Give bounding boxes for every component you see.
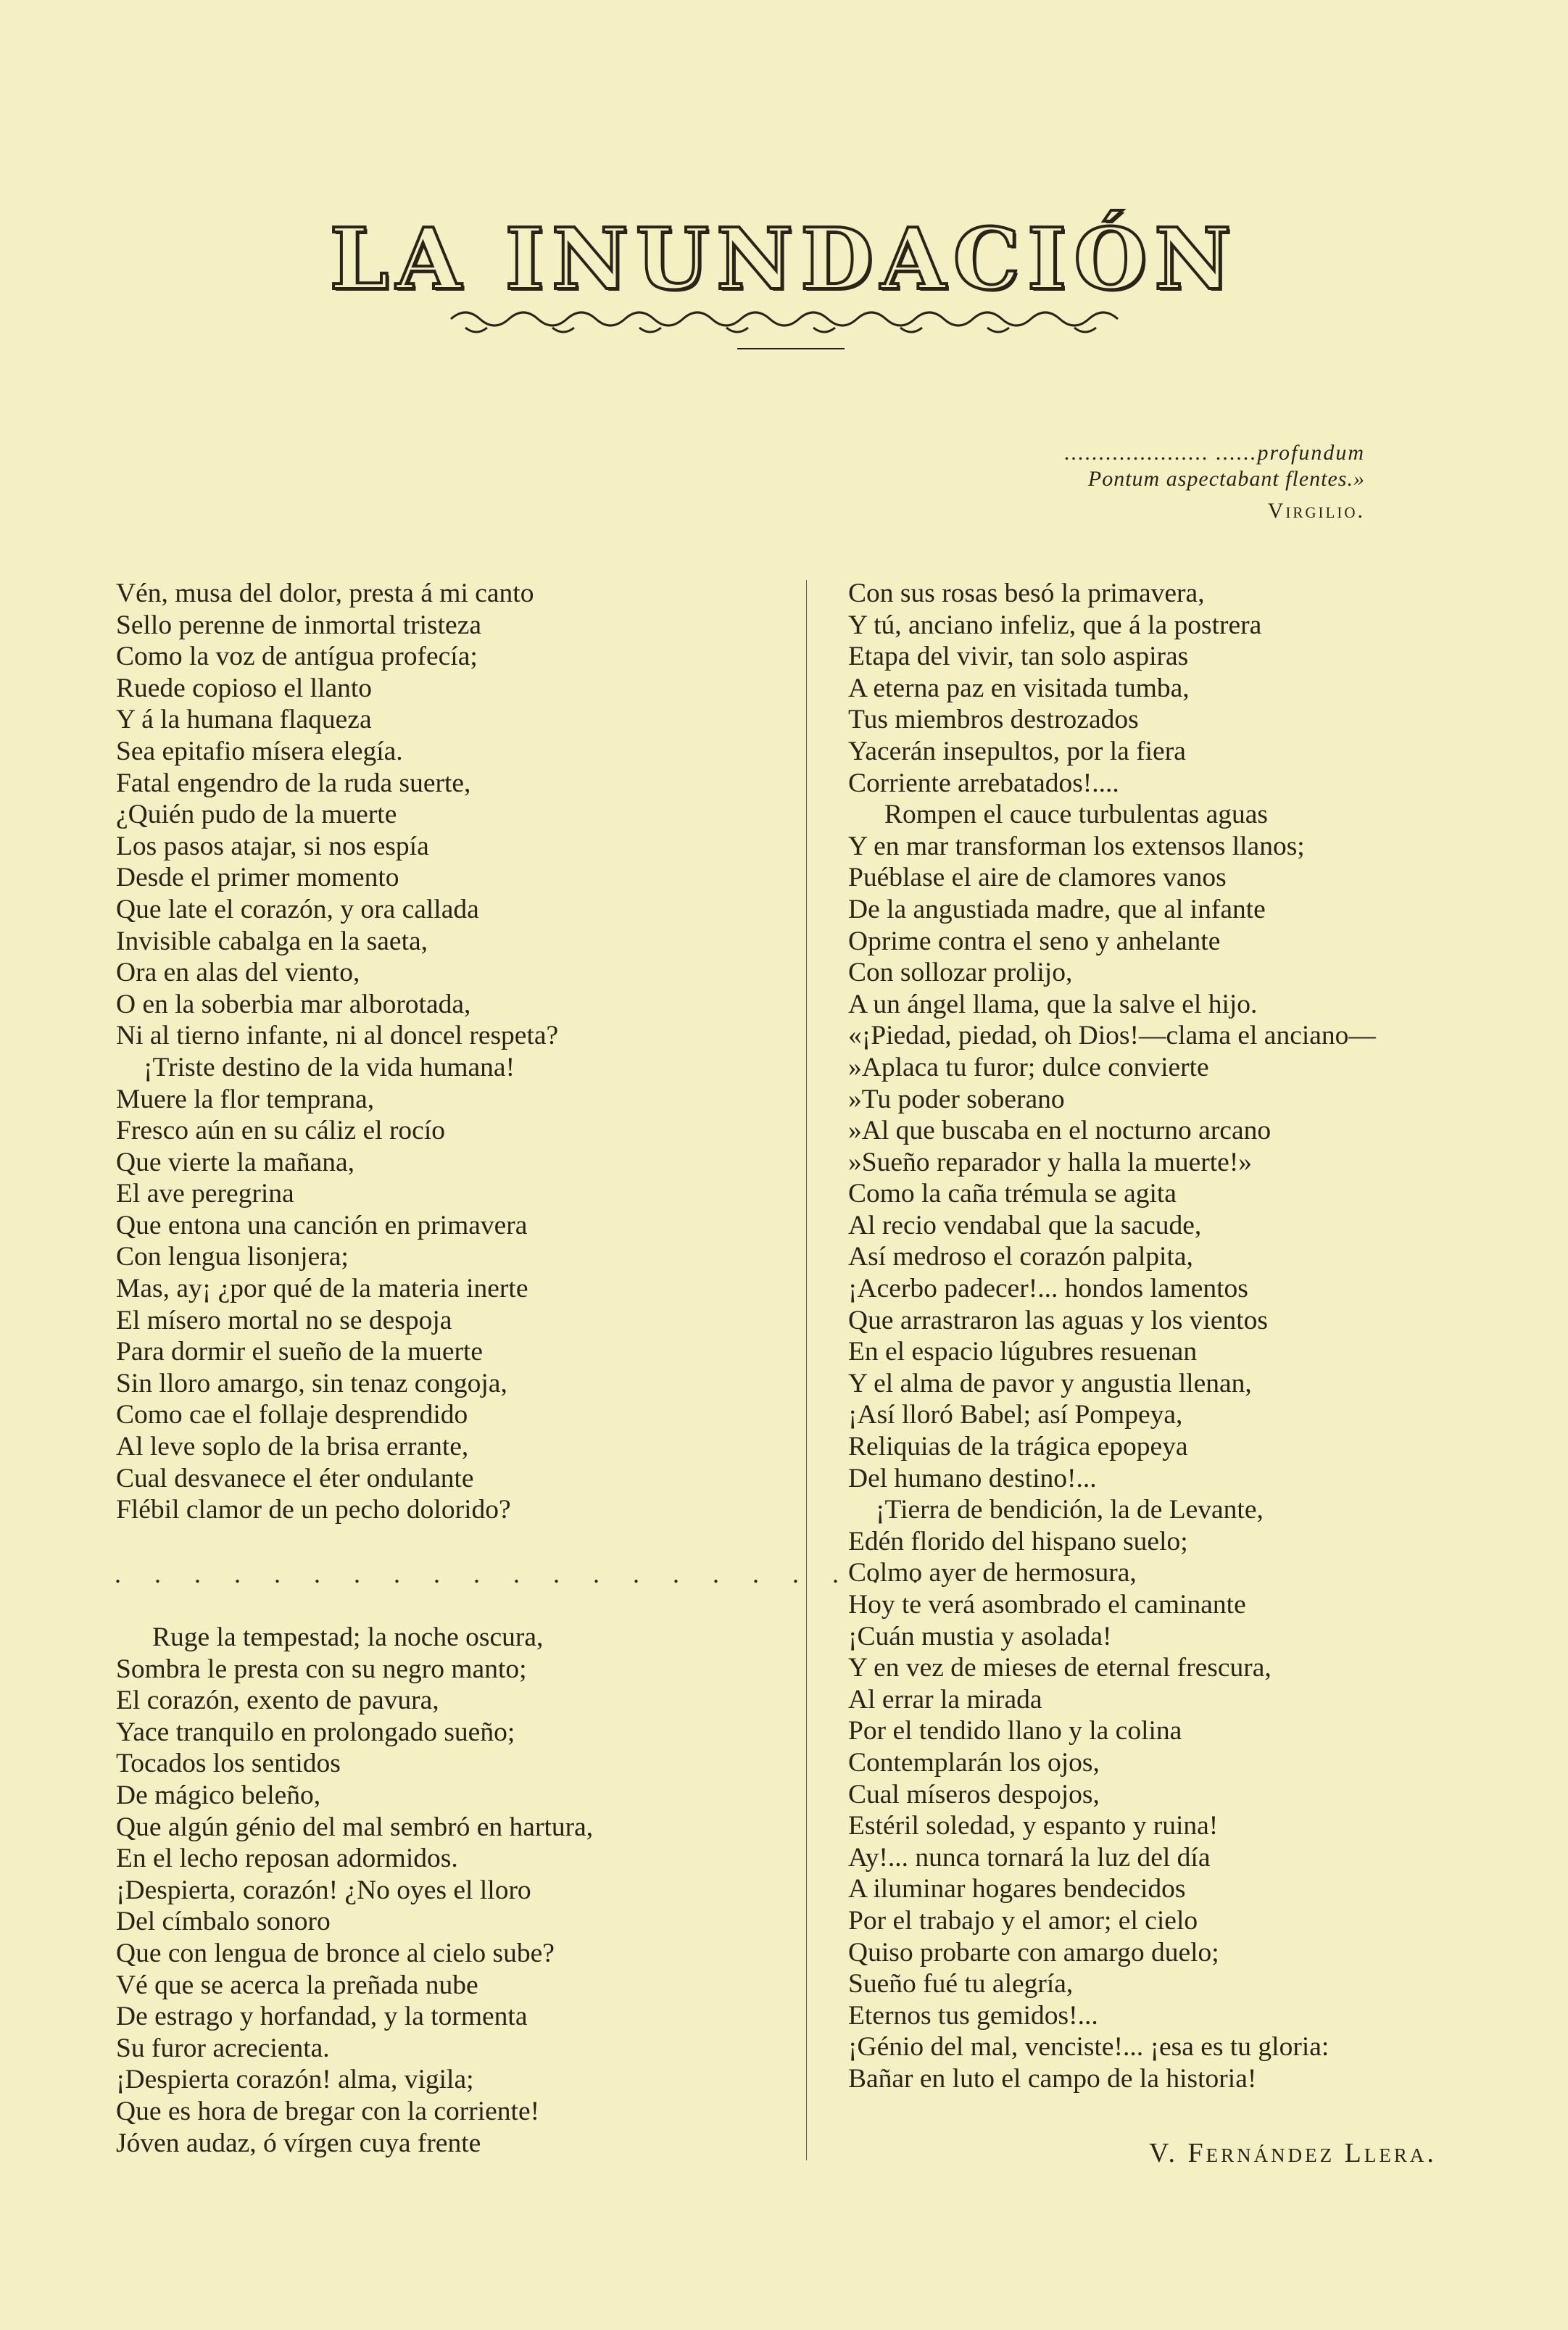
verse-line: ¡Despierta, corazón! ¿No oyes el lloro <box>116 1875 531 1905</box>
column-divider <box>806 580 807 2160</box>
verse-line: ¡Así lloró Babel; así Pompeya, <box>848 1400 1183 1430</box>
verse-line: ¡Acerbo padecer!... hondos lamentos <box>848 1274 1248 1304</box>
title-underline-rule <box>737 348 845 349</box>
verse-line: Que arrastraron las aguas y los vientos <box>848 1305 1268 1335</box>
verse-line: Así medroso el corazón palpita, <box>848 1242 1193 1272</box>
verse-line: En el espacio lúgubres resuenan <box>848 1337 1198 1367</box>
verse-line: El mísero mortal no se despoja <box>116 1305 452 1335</box>
right-column <box>848 578 1376 2095</box>
poem-title: LA INUNDACIÓN <box>329 210 1239 309</box>
verse-line: Y el alma de pavor y angustia llenan, <box>848 1368 1252 1398</box>
verse-line: Ni al tierno infante, ni al doncel respeta? <box>116 1021 559 1051</box>
verse-line: Etapa del vivir, tan solo aspiras <box>848 642 1189 672</box>
verse-line: Vé que se acerca la preñada nube <box>116 1970 478 2000</box>
verse-line: O en la soberbia mar alborotada, <box>116 989 471 1019</box>
verse-line: Cual míseros despojos, <box>848 1779 1100 1809</box>
title-flourish-ornament <box>422 304 1147 338</box>
left-column-stanza-1 <box>116 578 558 1526</box>
verse-line: Al recio vendabal que la sacude, <box>848 1210 1202 1240</box>
verse-line: Con sus rosas besó la primavera, <box>848 579 1205 608</box>
verse-line: Quiso probarte con amargo duelo; <box>848 1937 1219 1968</box>
verse-line: Por el tendido llano y la colina <box>848 1716 1182 1746</box>
verse-line: De la angustiada madre, que al infante <box>848 894 1266 924</box>
verse-line: Que entona una canción en primavera <box>116 1210 528 1240</box>
verse-line: A iluminar hogares bendecidos <box>848 1874 1186 1904</box>
verse-line: Hoy te verá asombrado el caminante <box>848 1590 1246 1620</box>
verse-line: Fatal engendro de la ruda suerte, <box>116 768 471 798</box>
verse-line: Tocados los sentidos <box>116 1749 341 1779</box>
verse-line: ¿Quién pudo de la muerte <box>116 800 397 830</box>
verse-line: Que algún génio del mal sembró en hartura, <box>116 1812 594 1842</box>
verse-line: Cual desvanece el éter ondulante <box>116 1463 474 1493</box>
verse-line: Con lengua lisonjera; <box>116 1242 349 1272</box>
epigraph <box>1064 441 1365 523</box>
verse-line: Del humano destino!... <box>848 1463 1097 1493</box>
verse-line: Que vierte la mañana, <box>116 1147 355 1177</box>
author-signature: V. Fernández Llera. <box>1149 2138 1437 2168</box>
title-block <box>0 210 1568 338</box>
verse-line: Para dormir el sueño de la muerte <box>116 1337 484 1367</box>
verse-line: Oprime contra el seno y anhelante <box>848 926 1221 956</box>
verse-line: Su furor acrecienta. <box>116 2033 330 2063</box>
verse-line: Por el trabajo y el amor; el cielo <box>848 1905 1198 1936</box>
verse-line: A un ángel llama, que la salve el hijo. <box>848 989 1258 1019</box>
epigraph-line-1: ..................... ......profundum <box>1064 441 1365 465</box>
verse-line: Que con lengua de bronce al cielo sube? <box>116 1938 555 1968</box>
verse-line: Corriente arrebatados!.... <box>848 768 1119 798</box>
verse-line: ¡Despierta corazón! alma, vigila; <box>116 2065 474 2095</box>
verse-line: »Aplaca tu furor; dulce convierte <box>848 1052 1209 1082</box>
verse-line: Al errar la mirada <box>848 1684 1042 1715</box>
verse-line: Ora en alas del viento, <box>116 958 360 988</box>
verse-line: »Al que buscaba en el nocturno arcano <box>848 1116 1272 1146</box>
verse-line: Al leve soplo de la brisa errante, <box>116 1432 469 1462</box>
verse-line: Estéril soledad, y espanto y ruina! <box>848 1811 1219 1841</box>
verse-line: Rompen el cauce turbulentas aguas <box>884 800 1268 830</box>
verse-line: Puéblase el aire de clamores vanos <box>848 863 1227 893</box>
verse-line: Vén, musa del dolor, presta á mi canto <box>116 579 534 608</box>
verse-line: Sueño fué tu alegría, <box>848 1969 1074 1999</box>
verse-line: Que late el corazón, y ora callada <box>116 894 479 924</box>
verse-line: Con sollozar prolijo, <box>848 958 1073 988</box>
verse-line: Ruge la tempestad; la noche oscura, <box>152 1622 544 1652</box>
verse-line: De mágico beleño, <box>116 1780 321 1810</box>
verse-line: Contemplarán los ojos, <box>848 1747 1100 1778</box>
verse-line: Invisible cabalga en la saeta, <box>116 926 428 956</box>
verse-line: Reliquias de la trágica epopeya <box>848 1432 1188 1462</box>
epigraph-author: Virgilio. <box>1267 499 1365 523</box>
verse-line: Y en mar transforman los extensos llanos; <box>848 831 1305 861</box>
verse-line: Y á la humana flaqueza <box>116 705 372 735</box>
epigraph-line-2: Pontum aspectabant flentes.» <box>1087 467 1365 491</box>
verse-line: Flébil clamor de un pecho dolorido? <box>116 1495 511 1525</box>
verse-line: Del címbalo sonoro <box>116 1907 331 1937</box>
verse-line: Desde el primer momento <box>116 863 399 893</box>
left-column-stanza-2 <box>116 1622 593 2159</box>
verse-line: Fresco aún en su cáliz el rocío <box>116 1116 445 1146</box>
verse-line: El corazón, exento de pavura, <box>116 1686 439 1716</box>
verse-line: ¡Cuán mustia y asolada! <box>848 1621 1112 1651</box>
verse-line: Como la voz de antígua profecía; <box>116 642 478 672</box>
verse-line: Y tú, anciano infeliz, que á la postrera <box>848 610 1262 640</box>
verse-line: En el lecho reposan adormidos. <box>116 1844 458 1874</box>
verse-line: ¡Génio del mal, venciste!... ¡esa es tu gloria: <box>848 2032 1330 2062</box>
verse-line: Sin lloro amargo, sin tenaz congoja, <box>116 1368 507 1398</box>
verse-line: Edén florido del hispano suelo; <box>848 1526 1188 1556</box>
ellipsis-separator: . . . . . . . . . . . . . . . . . . . . . <box>115 1559 932 1588</box>
verse-line: Que es hora de bregar con la corriente! <box>116 2096 540 2126</box>
verse-line: «¡Piedad, piedad, oh Dios!—clama el anciano— <box>848 1021 1376 1051</box>
verse-line: Yacerán insepultos, por la fiera <box>848 736 1186 766</box>
verse-line: El ave peregrina <box>116 1179 294 1209</box>
verse-line: Ay!... nunca tornará la luz del día <box>848 1842 1211 1873</box>
verse-line: Eternos tus gemidos!... <box>848 2000 1098 2031</box>
verse-line: Y en vez de mieses de eternal frescura, <box>848 1653 1272 1683</box>
verse-line: Tus miembros destrozados <box>848 705 1139 735</box>
verse-line: Colmo ayer de hermosura, <box>848 1558 1137 1588</box>
verse-line: »Sueño reparador y halla la muerte!» <box>848 1147 1253 1177</box>
verse-line: Yace tranquilo en prolongado sueño; <box>116 1717 515 1747</box>
verse-line: Como la caña trémula se agita <box>848 1179 1177 1209</box>
verse-line: ¡Tierra de bendición, la de Levante, <box>876 1495 1264 1525</box>
verse-line: Muere la flor temprana, <box>116 1084 375 1114</box>
verse-line: ¡Triste destino de la vida humana! <box>144 1052 515 1082</box>
verse-line: Bañar en luto el campo de la historia! <box>848 2063 1257 2094</box>
verse-line: »Tu poder soberano <box>848 1084 1065 1114</box>
verse-line: Sello perenne de inmortal tristeza <box>116 610 481 640</box>
verse-line: Sombra le presta con su negro manto; <box>116 1654 527 1684</box>
verse-line: A eterna paz en visitada tumba, <box>848 673 1190 703</box>
verse-line: Como cae el follaje desprendido <box>116 1400 468 1430</box>
verse-line: Ruede copioso el llanto <box>116 673 373 703</box>
verse-line: Sea epitafio mísera elegía. <box>116 736 403 766</box>
verse-line: Los pasos atajar, si nos espía <box>116 831 429 861</box>
verse-line: Jóven audaz, ó vírgen cuya frente <box>116 2128 481 2158</box>
verse-line: De estrago y horfandad, y la tormenta <box>116 2002 528 2032</box>
verse-line: Mas, ay¡ ¿por qué de la materia inerte <box>116 1274 528 1304</box>
